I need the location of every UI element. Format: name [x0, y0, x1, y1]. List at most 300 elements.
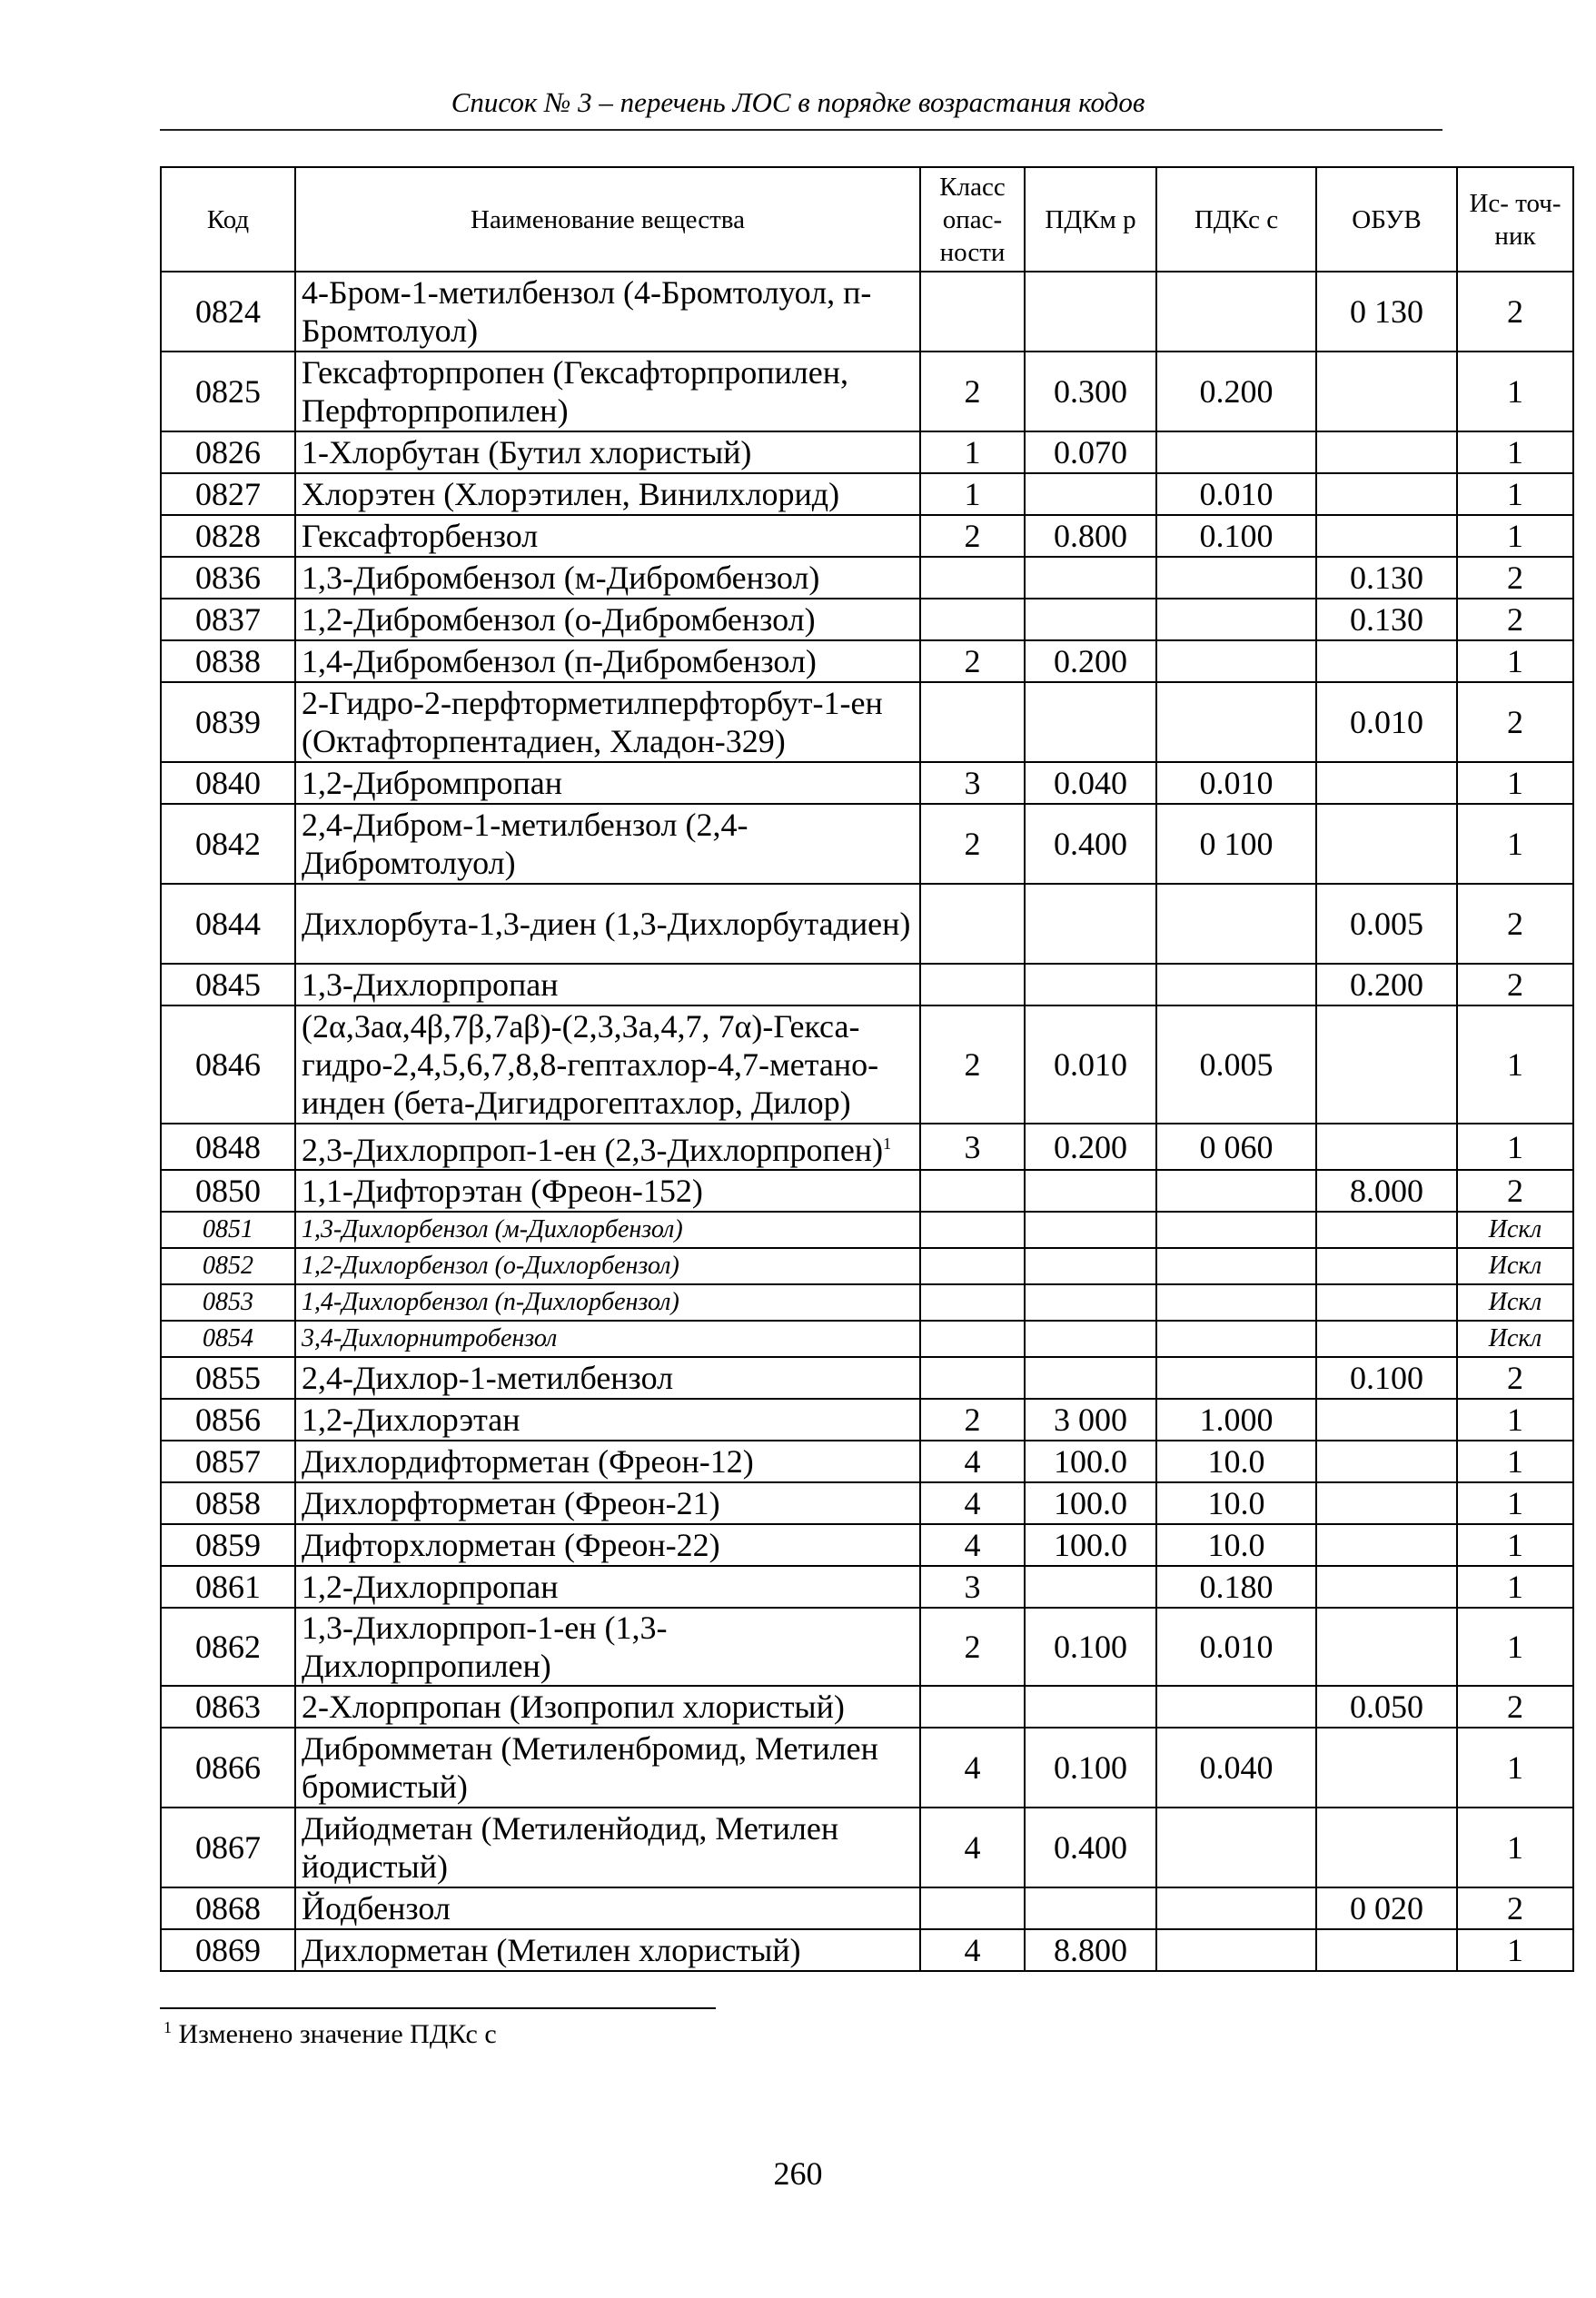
cell-source-text: 1	[1507, 765, 1523, 801]
cell-source	[1457, 1170, 1573, 1212]
cell-obuv	[1316, 762, 1457, 804]
cell-name-text: 1,1-Дифторэтан (Фреон-152)	[302, 1173, 703, 1209]
cell-source	[1457, 1005, 1573, 1124]
cell-class-text: 1	[964, 434, 981, 470]
cell-pdk-mr	[1025, 1887, 1156, 1929]
cell-pdk-ss	[1156, 1808, 1316, 1887]
cell-pdk-mr-text: 0.040	[1054, 765, 1127, 801]
cell-code	[161, 1566, 295, 1608]
cell-pdk-mr	[1025, 1441, 1156, 1482]
cell-source	[1457, 515, 1573, 557]
cell-pdk-ss	[1156, 431, 1316, 473]
cell-code-text: 0846	[195, 1046, 261, 1083]
cell-class	[920, 1124, 1025, 1170]
page-number: 260	[773, 2155, 823, 2192]
cell-name	[295, 884, 920, 964]
table-row	[161, 473, 1573, 515]
table-row	[161, 640, 1573, 682]
cell-class	[920, 431, 1025, 473]
cell-name-text: Дихлорфторметан (Фреон-21)	[302, 1485, 720, 1521]
cell-source	[1457, 1482, 1573, 1524]
cell-name	[295, 964, 920, 1005]
cell-pdk-ss	[1156, 1124, 1316, 1170]
cell-class	[920, 1686, 1025, 1728]
cell-pdk-ss-text: 0.180	[1199, 1569, 1274, 1605]
cell-pdk-mr	[1025, 515, 1156, 557]
cell-class-text: 2	[964, 518, 981, 554]
cell-name	[295, 762, 920, 804]
cell-name-text: 1,4-Дибромбензол (п-Дибромбензол)	[302, 643, 817, 679]
cell-name	[295, 1399, 920, 1441]
cell-class-text: 4	[964, 1485, 981, 1521]
cell-class	[920, 473, 1025, 515]
cell-name	[295, 272, 920, 352]
cell-pdk-ss	[1156, 1929, 1316, 1971]
cell-source	[1457, 1212, 1573, 1248]
cell-name	[295, 1357, 920, 1399]
cell-obuv	[1316, 1887, 1457, 1929]
cell-code-text: 0850	[195, 1173, 261, 1209]
cell-code	[161, 640, 295, 682]
cell-code-text: 0861	[195, 1569, 261, 1605]
table-row	[161, 1686, 1573, 1728]
cell-name-text: 1,2-Дибромбензол (о-Дибромбензол)	[302, 601, 816, 638]
cell-code-text: 0840	[195, 765, 261, 801]
table-row	[161, 762, 1573, 804]
cell-pdk-mr	[1025, 1608, 1156, 1686]
cell-code-text: 0828	[195, 518, 261, 554]
cell-source	[1457, 1728, 1573, 1808]
cell-name-text: 1,3-Дихлорпропан	[302, 966, 559, 1003]
cell-class	[920, 1566, 1025, 1608]
cell-pdk-mr-text: 0.010	[1054, 1046, 1127, 1083]
cell-code	[161, 1808, 295, 1887]
cell-pdk-ss	[1156, 352, 1316, 431]
cell-source-text: 2	[1507, 906, 1523, 942]
cell-source	[1457, 1887, 1573, 1929]
cell-code-text: 0827	[195, 476, 261, 512]
cell-source-text: 2	[1507, 601, 1523, 638]
cell-class	[920, 1321, 1025, 1357]
cell-class	[920, 884, 1025, 964]
cell-class	[920, 1005, 1025, 1124]
cell-pdk-mr-text: 0.800	[1054, 518, 1127, 554]
cell-pdk-ss	[1156, 1212, 1316, 1248]
cell-class	[920, 515, 1025, 557]
cell-name	[295, 515, 920, 557]
cell-code-text: 0867	[195, 1829, 261, 1866]
cell-source	[1457, 557, 1573, 599]
cell-pdk-ss-text: 0.010	[1199, 765, 1274, 801]
cell-code	[161, 1441, 295, 1482]
col-header-pdk-mr: ПДКм р	[1025, 167, 1156, 272]
cell-name	[295, 1929, 920, 1971]
cell-name-text: 3,4-Дихлорнитробензол	[302, 1324, 558, 1352]
cell-pdk-ss-text: 10.0	[1207, 1443, 1265, 1480]
footnote-mark: 1	[164, 2018, 172, 2036]
table-row	[161, 1608, 1573, 1686]
cell-code-text: 0863	[195, 1689, 261, 1725]
cell-name-text: Дихлорбута-1,3-диен (1,3-Дихлорбутадиен)	[302, 906, 911, 942]
col-header-source: Ис- точ- ник	[1457, 167, 1573, 272]
cell-name	[295, 1482, 920, 1524]
cell-code-text: 0825	[195, 373, 261, 410]
table-row	[161, 682, 1573, 762]
cell-source	[1457, 682, 1573, 762]
cell-code	[161, 431, 295, 473]
cell-obuv	[1316, 1248, 1457, 1284]
cell-obuv	[1316, 1321, 1457, 1357]
cell-class-text: 4	[964, 1932, 981, 1968]
cell-obuv-text: 0.100	[1350, 1360, 1423, 1396]
cell-name-text: Гексафторпропен (Гексафторпропилен, Перфторпропилен)	[302, 354, 849, 429]
cell-name-text: Дийодметан (Метиленйодид, Метилен йодистый)	[302, 1810, 839, 1885]
cell-obuv	[1316, 431, 1457, 473]
cell-source-text: 1	[1507, 1128, 1523, 1165]
cell-pdk-ss	[1156, 599, 1316, 640]
table-row	[161, 1005, 1573, 1124]
table-row	[161, 804, 1573, 884]
cell-code-text: 0853	[203, 1288, 253, 1316]
table-row	[161, 1321, 1573, 1357]
cell-pdk-mr	[1025, 1808, 1156, 1887]
cell-obuv-text: 0 020	[1350, 1890, 1423, 1927]
cell-name	[295, 1441, 920, 1482]
cell-pdk-ss	[1156, 1608, 1316, 1686]
table-row	[161, 557, 1573, 599]
cell-source-text: 1	[1507, 1402, 1523, 1438]
cell-source	[1457, 473, 1573, 515]
cell-obuv	[1316, 1170, 1457, 1212]
cell-name-text: 1,3-Дибромбензол (м-Дибромбензол)	[302, 560, 820, 596]
cell-pdk-mr	[1025, 557, 1156, 599]
cell-obuv	[1316, 682, 1457, 762]
footnote-text: Изменено значение ПДКс с	[178, 2019, 497, 2049]
cell-pdk-mr	[1025, 1524, 1156, 1566]
cell-name-text: Дифторхлорметан (Фреон-22)	[302, 1527, 720, 1563]
cell-source	[1457, 762, 1573, 804]
cell-code	[161, 1482, 295, 1524]
cell-pdk-ss	[1156, 1887, 1316, 1929]
cell-source-text: 1	[1507, 1932, 1523, 1968]
cell-code-text: 0824	[195, 293, 261, 330]
cell-pdk-ss-text: 0 100	[1199, 826, 1274, 862]
cell-name	[295, 599, 920, 640]
cell-name-text: 1,2-Дихлорэтан	[302, 1402, 520, 1438]
cell-pdk-ss-text: 10.0	[1207, 1485, 1265, 1521]
cell-name-text: 1,2-Дибромпропан	[302, 765, 562, 801]
cell-class	[920, 1357, 1025, 1399]
cell-name	[295, 1124, 920, 1170]
cell-pdk-ss-text: 0.040	[1199, 1749, 1274, 1786]
cell-class	[920, 1441, 1025, 1482]
cell-pdk-mr	[1025, 1284, 1156, 1321]
cell-code-text: 0862	[195, 1629, 261, 1665]
cell-pdk-mr	[1025, 804, 1156, 884]
cell-pdk-mr	[1025, 1482, 1156, 1524]
cell-class	[920, 762, 1025, 804]
cell-pdk-mr-text: 0.100	[1054, 1629, 1127, 1665]
cell-source-text: 1	[1507, 518, 1523, 554]
cell-obuv	[1316, 640, 1457, 682]
table-row	[161, 515, 1573, 557]
cell-code-text: 0857	[195, 1443, 261, 1480]
table-row	[161, 1808, 1573, 1887]
cell-pdk-ss	[1156, 964, 1316, 1005]
cell-class	[920, 1887, 1025, 1929]
cell-obuv	[1316, 1524, 1457, 1566]
cell-class	[920, 1170, 1025, 1212]
cell-pdk-mr	[1025, 1170, 1156, 1212]
cell-name	[295, 1686, 920, 1728]
cell-name-text: Дихлорметан (Метилен хлористый)	[302, 1932, 801, 1968]
cell-code	[161, 1284, 295, 1321]
cell-code-text: 0837	[195, 601, 261, 638]
cell-pdk-mr	[1025, 1686, 1156, 1728]
cell-source-text: 2	[1507, 1890, 1523, 1927]
cell-pdk-mr	[1025, 1566, 1156, 1608]
cell-name-text: Йодбензол	[302, 1890, 451, 1927]
cell-source	[1457, 1357, 1573, 1399]
cell-code-text: 0851	[203, 1215, 253, 1243]
cell-pdk-ss-text: 10.0	[1207, 1527, 1265, 1563]
cell-pdk-ss	[1156, 272, 1316, 352]
table-row	[161, 1524, 1573, 1566]
table-row	[161, 1929, 1573, 1971]
table-row	[161, 1212, 1573, 1248]
cell-pdk-ss-text: 0 060	[1199, 1128, 1274, 1165]
cell-source-text: 2	[1507, 560, 1523, 596]
cell-code	[161, 272, 295, 352]
cell-obuv	[1316, 352, 1457, 431]
col-header-obuv: ОБУВ	[1316, 167, 1457, 272]
cell-source	[1457, 1441, 1573, 1482]
cell-name	[295, 431, 920, 473]
cell-name-text: 1,2-Дихлорбензол (о-Дихлорбензол)	[302, 1252, 679, 1280]
cell-name-text: 2,4-Дихлор-1-метилбензол	[302, 1360, 674, 1396]
footnote-ref: 1	[883, 1134, 892, 1153]
cell-obuv	[1316, 1728, 1457, 1808]
cell-code-text: 0844	[195, 906, 261, 942]
cell-name	[295, 1321, 920, 1357]
cell-name	[295, 1728, 920, 1808]
cell-class	[920, 964, 1025, 1005]
cell-pdk-mr	[1025, 884, 1156, 964]
cell-source-text: 2	[1507, 1173, 1523, 1209]
cell-obuv-text: 0.010	[1350, 704, 1423, 740]
cell-class	[920, 1929, 1025, 1971]
cell-pdk-ss	[1156, 1321, 1316, 1357]
cell-pdk-ss	[1156, 804, 1316, 884]
cell-source	[1457, 1608, 1573, 1686]
cell-pdk-ss	[1156, 473, 1316, 515]
cell-class	[920, 1284, 1025, 1321]
cell-pdk-ss-text: 0.005	[1199, 1046, 1274, 1083]
cell-source	[1457, 1321, 1573, 1357]
cell-code-text: 0839	[195, 704, 261, 740]
cell-code-text: 0855	[195, 1360, 261, 1396]
cell-code	[161, 762, 295, 804]
cell-class	[920, 1399, 1025, 1441]
cell-pdk-ss	[1156, 1728, 1316, 1808]
cell-name	[295, 557, 920, 599]
cell-pdk-mr	[1025, 272, 1156, 352]
cell-class-text: 4	[964, 1749, 981, 1786]
cell-source-text: 1	[1507, 1443, 1523, 1480]
cell-code-text: 0836	[195, 560, 261, 596]
cell-pdk-mr-text: 0.400	[1054, 826, 1127, 862]
cell-pdk-ss	[1156, 682, 1316, 762]
table-row	[161, 1357, 1573, 1399]
cell-pdk-ss	[1156, 1248, 1316, 1284]
cell-pdk-ss	[1156, 1482, 1316, 1524]
cell-class	[920, 557, 1025, 599]
cell-code	[161, 884, 295, 964]
cell-name	[295, 1212, 920, 1248]
cell-pdk-mr	[1025, 1005, 1156, 1124]
cell-source-text: 1	[1507, 476, 1523, 512]
cell-name	[295, 804, 920, 884]
cell-source-text: 1	[1507, 1046, 1523, 1083]
cell-obuv-text: 0 130	[1350, 293, 1423, 330]
cell-name	[295, 1170, 920, 1212]
cell-class	[920, 352, 1025, 431]
cell-source-text: Искл	[1488, 1324, 1542, 1352]
cell-pdk-mr	[1025, 473, 1156, 515]
cell-class	[920, 272, 1025, 352]
cell-source	[1457, 431, 1573, 473]
cell-name	[295, 1248, 920, 1284]
cell-code	[161, 1399, 295, 1441]
cell-source	[1457, 1566, 1573, 1608]
cell-pdk-ss-text: 0.010	[1199, 476, 1274, 512]
cell-pdk-mr	[1025, 1248, 1156, 1284]
cell-class	[920, 804, 1025, 884]
table-row	[161, 1124, 1573, 1170]
table-header-row	[161, 167, 1573, 272]
cell-class-text: 2	[964, 1629, 981, 1665]
cell-pdk-ss-text: 0.010	[1199, 1629, 1274, 1665]
cell-class-text: 2	[964, 373, 981, 410]
cell-code	[161, 1887, 295, 1929]
cell-code-text: 0866	[195, 1749, 261, 1786]
page-header: Список № 3 – перечень ЛОС в порядке возрастания кодов	[451, 86, 1145, 118]
cell-obuv	[1316, 557, 1457, 599]
cell-pdk-ss	[1156, 1357, 1316, 1399]
cell-code	[161, 473, 295, 515]
cell-pdk-mr-text: 0.300	[1054, 373, 1127, 410]
cell-source-text: 1	[1507, 373, 1523, 410]
cell-pdk-ss	[1156, 1524, 1316, 1566]
cell-source	[1457, 640, 1573, 682]
cell-code	[161, 1321, 295, 1357]
table-row	[161, 1399, 1573, 1441]
cell-name-text: Гексафторбензол	[302, 518, 539, 554]
table-row	[161, 1441, 1573, 1482]
cell-pdk-mr	[1025, 1124, 1156, 1170]
cell-code-text: 0842	[195, 826, 261, 862]
cell-obuv	[1316, 1284, 1457, 1321]
table-row	[161, 1887, 1573, 1929]
cell-name-text: 2-Гидро-2-перфторметилперфторбут-1-ен (Октафторпентадиен, Хладон-329)	[302, 685, 883, 759]
cell-pdk-mr	[1025, 1728, 1156, 1808]
cell-name-text: 4-Бром-1-метилбензол (4-Бромтолуол, п-Бромтолуол)	[302, 274, 872, 349]
cell-source-text: 2	[1507, 704, 1523, 740]
cell-obuv-text: 8.000	[1350, 1173, 1423, 1209]
cell-source-text: 1	[1507, 643, 1523, 679]
table-row	[161, 1728, 1573, 1808]
cell-code	[161, 682, 295, 762]
cell-source-text: Искл	[1488, 1288, 1542, 1316]
cell-name	[295, 1566, 920, 1608]
cell-name	[295, 1887, 920, 1929]
header-rule	[160, 129, 1442, 131]
cell-name-text: Дибромметан (Метиленбромид, Метилен бромистый)	[302, 1730, 878, 1805]
table-row	[161, 599, 1573, 640]
cell-obuv	[1316, 1566, 1457, 1608]
table-row	[161, 1284, 1573, 1321]
cell-pdk-mr	[1025, 1357, 1156, 1399]
cell-source-text: 1	[1507, 434, 1523, 470]
cell-pdk-mr-text: 3 000	[1054, 1402, 1127, 1438]
cell-code	[161, 804, 295, 884]
cell-pdk-mr	[1025, 640, 1156, 682]
cell-pdk-ss	[1156, 1566, 1316, 1608]
cell-obuv	[1316, 1808, 1457, 1887]
col-header-class: Класс опас- ности	[920, 167, 1025, 272]
cell-obuv	[1316, 884, 1457, 964]
cell-obuv-text: 0.005	[1350, 906, 1423, 942]
cell-code	[161, 599, 295, 640]
cell-pdk-ss	[1156, 640, 1316, 682]
footnote-rule	[160, 2007, 716, 2009]
cell-name-text: 2,3-Дихлорпроп-1-ен (2,3-Дихлорпропен)	[302, 1132, 884, 1168]
cell-pdk-mr-text: 0.400	[1054, 1829, 1127, 1866]
cell-source-text: 2	[1507, 1360, 1523, 1396]
cell-code-text: 0854	[203, 1324, 253, 1352]
cell-code	[161, 515, 295, 557]
cell-source-text: 1	[1507, 1829, 1523, 1866]
cell-class-text: 2	[964, 1402, 981, 1438]
cell-source-text: 1	[1507, 1527, 1523, 1563]
cell-obuv	[1316, 1608, 1457, 1686]
cell-class-text: 2	[964, 826, 981, 862]
cell-class-text: 1	[964, 476, 981, 512]
cell-name-text: 1-Хлорбутан (Бутил хлористый)	[302, 434, 752, 470]
cell-pdk-mr-text: 100.0	[1054, 1443, 1127, 1480]
cell-pdk-ss	[1156, 1399, 1316, 1441]
cell-name-text: 1,3-Дихлорбензол (м-Дихлорбензол)	[302, 1215, 683, 1243]
cell-name-text: Хлорэтен (Хлорэтилен, Винилхлорид)	[302, 476, 840, 512]
cell-code-text: 0858	[195, 1485, 261, 1521]
cell-code	[161, 1524, 295, 1566]
cell-obuv	[1316, 1124, 1457, 1170]
cell-pdk-mr	[1025, 682, 1156, 762]
cell-pdk-mr	[1025, 1212, 1156, 1248]
cell-pdk-ss	[1156, 1441, 1316, 1482]
cell-name-text: 1,3-Дихлорпроп-1-ен (1,3-Дихлорпропилен)	[302, 1610, 668, 1684]
cell-obuv	[1316, 964, 1457, 1005]
cell-pdk-ss	[1156, 1005, 1316, 1124]
cell-code-text: 0826	[195, 434, 261, 470]
cell-code-text: 0856	[195, 1402, 261, 1438]
cell-pdk-ss-text: 0.100	[1199, 518, 1274, 554]
cell-pdk-mr	[1025, 431, 1156, 473]
cell-source	[1457, 964, 1573, 1005]
cell-code	[161, 557, 295, 599]
cell-code	[161, 1929, 295, 1971]
cell-pdk-mr-text: 0.200	[1054, 1128, 1127, 1165]
